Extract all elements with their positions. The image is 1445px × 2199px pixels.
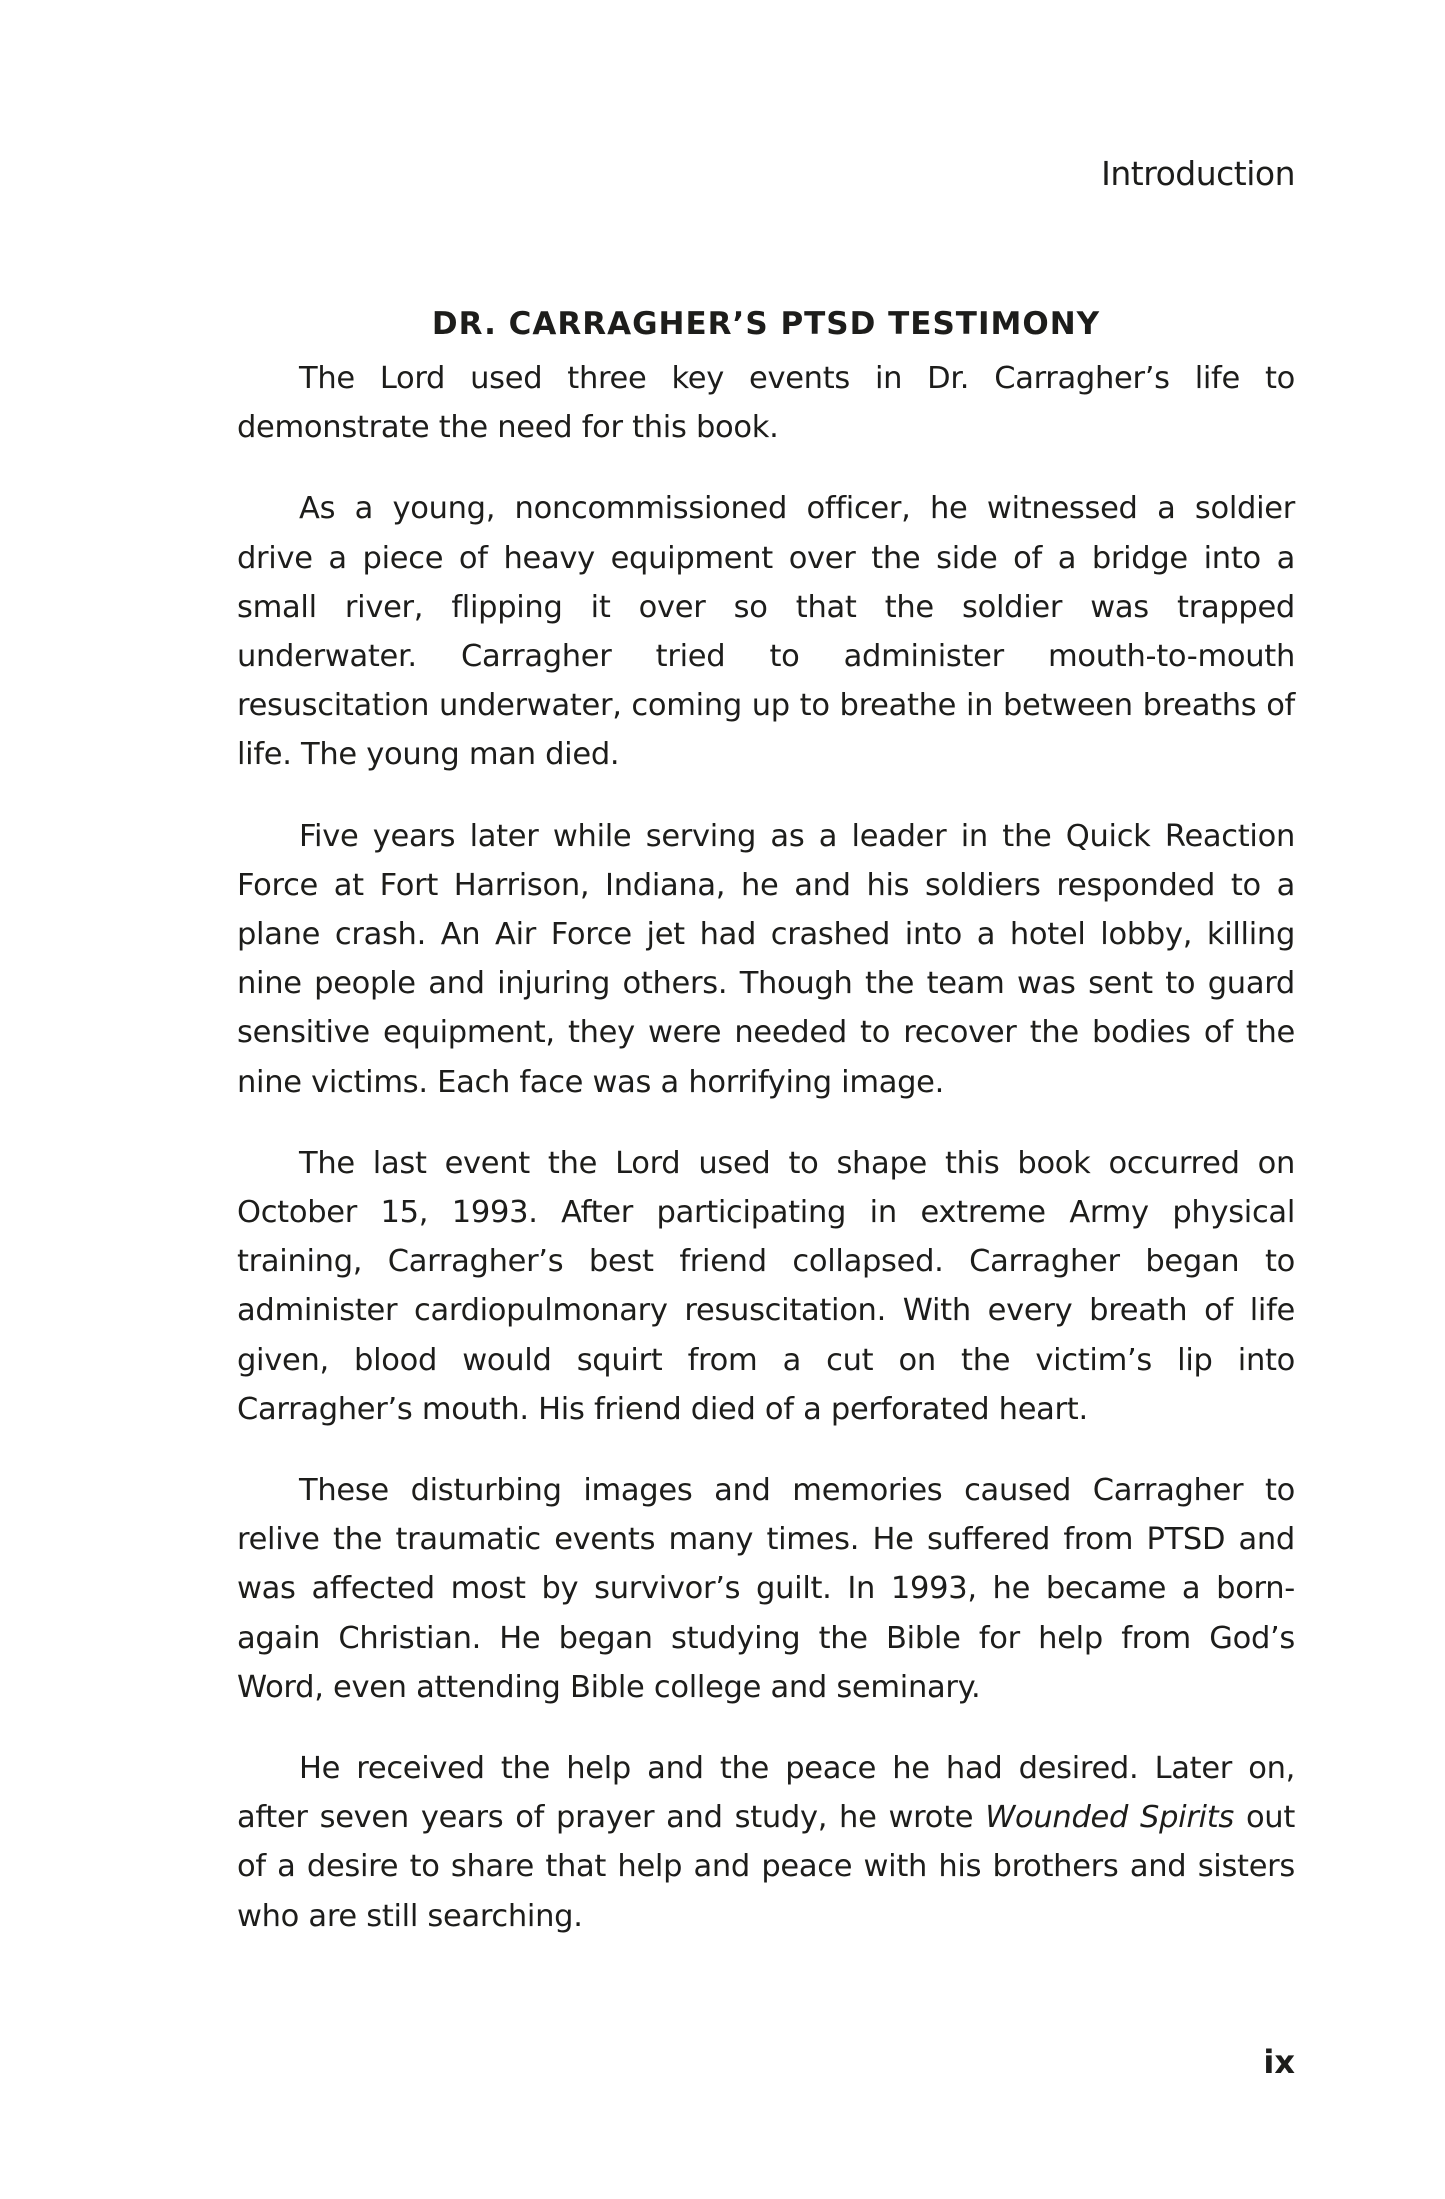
paragraph: As a young, noncommissioned officer, he witnessed a soldier drive a piece of heavy equipment over the side of a bridge into a small river, flipping it over so that the soldier was trapped underwater. Carragher tried to administer mouth-to-mouth resuscitation underwater, coming up to breathe in between breaths of life. The young man died. [237, 491, 1295, 773]
book-title: Wounded Spirits [985, 1800, 1234, 1836]
paragraph: The Lord used three key events in Dr. Carragher’s life to demonstrate the need for this book. [237, 361, 1295, 446]
paragraph: The last event the Lord used to shape this book occurred on October 15, 1993. After participating in extreme Army physical training, Carragher’s best friend collapsed. Carragher began to administer cardiopulmonary resuscitation. With every breath of life given, blood would squirt from a cut on the victim’s lip into Carragher’s mouth. His friend died of a perforated heart. [237, 1145, 1295, 1427]
paragraph [237, 1744, 1295, 1941]
paragraph-text: out of a desire to share that help and peace with his brothers and sisters who are still searching. [237, 1800, 1296, 1934]
page-number: ix [1263, 2043, 1295, 2081]
section-title: DR. CARRAGHER’S PTSD TESTIMONY [431, 305, 1101, 342]
paragraph: These disturbing images and memories caused Carragher to relive the traumatic events many times. He suffered from PTSD and was affected most by survivor’s guilt. In 1993, he became a born-again Christian. He began studying the Bible for help from God’s Word, even attending Bible college and seminary. [237, 1473, 1295, 1705]
paragraph-text: He received the help and the peace he had desired. Later on, after seven years of prayer and study, he wrote [237, 1751, 1295, 1836]
running-header: Introduction [1101, 154, 1295, 193]
body-text [237, 354, 1295, 1973]
paragraph: Five years later while serving as a leader in the Quick Reaction Force at Fort Harrison, Indiana, he and his soldiers responded to a plane crash. An Air Force jet had crashed into a hotel lobby, killing nine people and injuring others. Though the team was sent to guard sensitive equipment, they were needed to recover the bodies of the nine victims. Each face was a horrifying image. [237, 818, 1295, 1100]
